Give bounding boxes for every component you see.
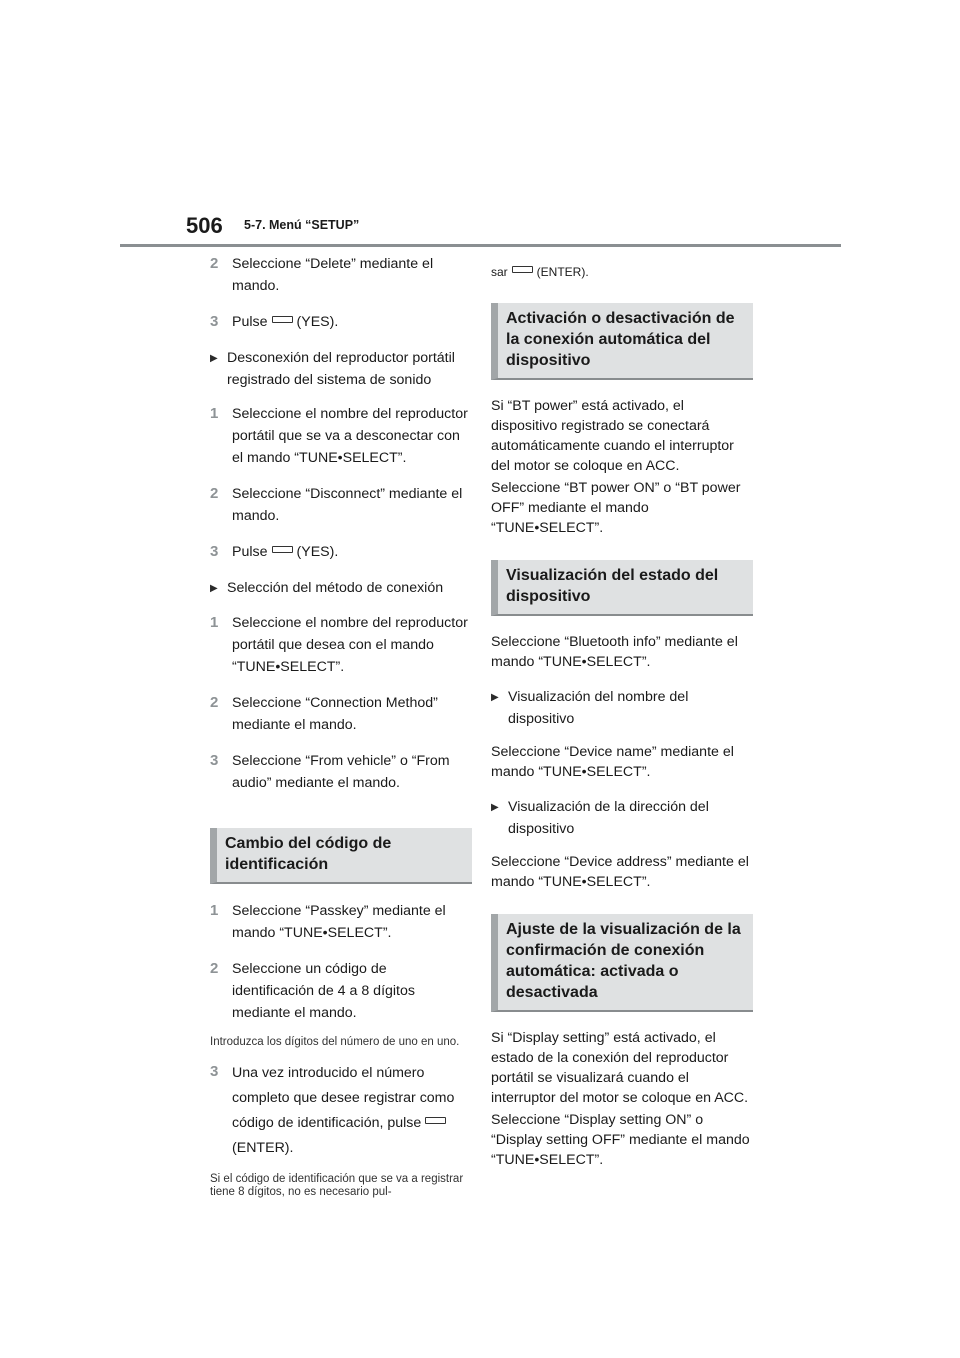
step <box>210 403 472 469</box>
bullet-item <box>210 347 472 391</box>
step <box>210 483 472 527</box>
step <box>210 692 472 736</box>
bullet-item <box>491 796 753 840</box>
step-text: Seleccione “Passkey” mediante el mando “TUNE•SELECT”. <box>232 903 446 941</box>
step <box>210 311 472 333</box>
bullet-item <box>491 686 753 730</box>
continuation-before: sar <box>491 265 508 279</box>
step-text: Seleccione el nombre del reproductor portátil que se va a desconectar con el mando “TUNE•SELECT”. <box>232 406 468 466</box>
step-number: 3 <box>210 1063 219 1080</box>
paragraph: Si “Display setting” está activado, el estado de la conexión del reproductor portátil se visualizará cuando el interruptor del motor se coloque en ACC. <box>491 1030 749 1106</box>
step <box>210 958 472 1024</box>
step-text <box>232 311 472 333</box>
step <box>210 253 472 297</box>
triangle-bullet-icon: ▶ <box>210 353 218 364</box>
note-text: Si el código de identificación que se va a registrar tiene 8 dígitos, no es necesario pul- <box>210 1173 464 1198</box>
continuation-after: (ENTER). <box>536 265 589 279</box>
paragraph: Si “BT power” está activado, el dispositivo registrado se conectará automáticamente cuando el interruptor del motor se coloque en ACC. <box>491 398 734 474</box>
section-title: 5-7. Menú “SETUP” <box>244 218 360 232</box>
section-heading: Visualización del estado del dispositivo <box>491 560 753 616</box>
step-text: Seleccione “From vehicle” o “From audio” mediante el mando. <box>232 753 450 791</box>
button-icon <box>272 546 293 553</box>
triangle-bullet-icon: ▶ <box>491 692 499 703</box>
step-text-before: Pulse <box>232 544 268 560</box>
note-text: Introduzca los dígitos del número de uno en uno. <box>210 1036 460 1048</box>
page-number: 506 <box>186 213 223 238</box>
step-number: 2 <box>210 960 219 977</box>
step-number: 2 <box>210 255 219 272</box>
step <box>210 541 472 563</box>
step-text-before: Pulse <box>232 314 268 330</box>
paragraph: Seleccione “Bluetooth info” mediante el mando “TUNE•SELECT”. <box>491 634 738 670</box>
paragraph: Seleccione “Device name” mediante el mando “TUNE•SELECT”. <box>491 744 734 780</box>
paragraph: Seleccione “BT power ON” o “BT power OFF” mediante el mando “TUNE•SELECT”. <box>491 480 741 536</box>
step-text: Seleccione “Disconnect” mediante el mando. <box>232 486 463 524</box>
step-text: Seleccione el nombre del reproductor portátil que desea con el mando “TUNE•SELECT”. <box>232 615 468 675</box>
step-number: 1 <box>210 614 219 631</box>
step-number: 3 <box>210 752 219 769</box>
step-text: Seleccione “Delete” mediante el mando. <box>232 256 434 294</box>
paragraph: Seleccione “Display setting ON” o “Display setting OFF” mediante el mando “TUNE•SELECT”. <box>491 1112 750 1168</box>
section-heading: Activación o desactivación de la conexión automática del dispositivo <box>491 303 753 380</box>
step-number: 3 <box>210 313 219 330</box>
continuation-text <box>491 262 753 283</box>
step-number: 1 <box>210 902 219 919</box>
button-icon <box>512 266 533 273</box>
step <box>210 1061 472 1161</box>
step-text-after: (YES). <box>296 544 339 560</box>
header-rule <box>120 244 841 247</box>
step-text-after: (YES). <box>296 314 339 330</box>
paragraph: Seleccione “Device address” mediante el mando “TUNE•SELECT”. <box>491 854 749 890</box>
button-icon <box>425 1117 446 1124</box>
section-heading: Ajuste de la visualización de la confirmación de conexión automática: activada o desactivada <box>491 914 753 1012</box>
bullet-text: Selección del método de conexión <box>227 580 444 596</box>
step <box>210 900 472 944</box>
bullet-text: Desconexión del reproductor portátil registrado del sistema de sonido <box>227 350 455 388</box>
bullet-text: Visualización del nombre del dispositivo <box>508 689 689 727</box>
left-column <box>210 253 472 1211</box>
bullet-item <box>210 577 472 600</box>
button-icon <box>272 316 293 323</box>
step <box>210 750 472 794</box>
step <box>210 612 472 678</box>
step-text-before: Una vez introducido el número completo que desee registrar como código de identificación, pulse <box>232 1065 455 1131</box>
step-text <box>232 541 472 563</box>
step-number: 2 <box>210 694 219 711</box>
section-heading: Cambio del código de identificación <box>210 828 472 884</box>
right-column <box>491 262 753 1172</box>
triangle-bullet-icon: ▶ <box>210 583 218 594</box>
triangle-bullet-icon: ▶ <box>491 802 499 813</box>
bullet-text: Visualización de la dirección del dispositivo <box>508 799 709 837</box>
step-text: Seleccione “Connection Method” mediante el mando. <box>232 695 438 733</box>
step-number: 1 <box>210 405 219 422</box>
step-text <box>232 1061 472 1161</box>
step-text: Seleccione un código de identificación de 4 a 8 dígitos mediante el mando. <box>232 961 415 1021</box>
step-text-after: (ENTER). <box>232 1140 294 1156</box>
step-number: 3 <box>210 543 219 560</box>
step-number: 2 <box>210 485 219 502</box>
